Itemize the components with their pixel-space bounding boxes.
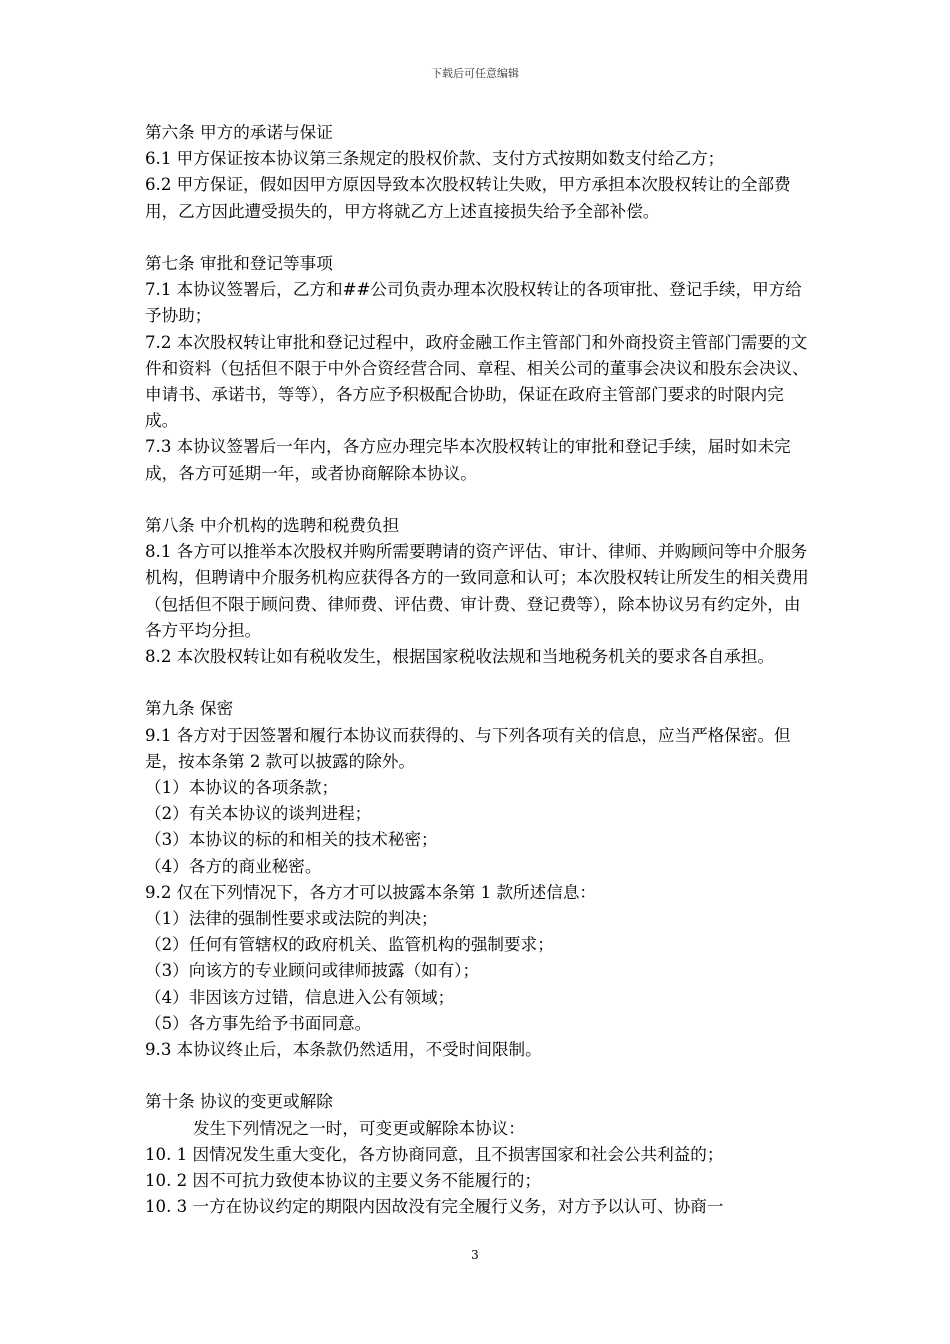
list-item: （4）非因该方过错，信息进入公有领域；	[145, 987, 455, 1007]
page-header: 下载后可任意编辑	[431, 67, 519, 80]
list-item: （3）向该方的专业顾问或律师披露（如有）；	[145, 961, 480, 981]
list-item: （1）法律的强制性要求或法院的判决；	[145, 909, 438, 929]
section-title: 第八条 中介机构的选聘和税费负担	[145, 516, 400, 536]
clause: 6.1 甲方保证按本协议第三条规定的股权价款、支付方式按期如数支付给乙方；	[145, 149, 725, 169]
section-title: 第六条 甲方的承诺与保证	[145, 123, 333, 142]
list-item: （4）各方的商业秘密。	[145, 856, 322, 876]
section-intro: 发生下列情况之一时，可变更或解除本协议：	[193, 1118, 525, 1138]
section-title: 第九条 保密	[145, 699, 234, 719]
clause: 10. 2 因不可抗力致使本协议的主要义务不能履行的；	[145, 1171, 541, 1191]
clause: 6.2 甲方保证，假如因甲方原因导致本次股权转让失败，甲方承担本次股权转让的全部费用，乙方因此遭受损失的，甲方将就乙方上述直接损失给予全部补偿。	[145, 175, 791, 221]
clause: 9.1 各方对于因签署和履行本协议而获得的、与下列各项有关的信息，应当严格保密。但是，按本条第 2 款可以披露的除外。	[145, 725, 791, 771]
list-item: （2）任何有管辖权的政府机关、监管机构的强制要求；	[145, 935, 554, 955]
section-title: 第十条 协议的变更或解除	[145, 1092, 333, 1112]
page-number: 3	[471, 1248, 479, 1262]
list-item: （3）本协议的标的和相关的技术秘密；	[145, 830, 438, 850]
clause: 9.2 仅在下列情况下，各方才可以披露本条第 1 款所述信息：	[145, 882, 597, 902]
clause: 10. 1 因情况发生重大变化，各方协商同意，且不损害国家和社会公共利益的；	[145, 1144, 724, 1164]
clause: 10. 3 一方在协议约定的期限内因故没有完全履行义务，对方予以认可、协商一	[145, 1197, 724, 1217]
list-item: （5）各方事先给予书面同意。	[145, 1013, 372, 1033]
list-item: （2）有关本协议的谈判进程；	[145, 804, 372, 824]
clause: 7.3 本协议签署后一年内，各方应办理完毕本次股权转让的审批和登记手续，届时如未完成，各方可延期一年，或者协商解除本协议。	[145, 437, 791, 483]
section-title: 第七条 审批和登记等事项	[145, 254, 333, 273]
list-item: （1）本协议的各项条款；	[145, 778, 339, 798]
clause: 8.2 本次股权转让如有税收发生，根据国家税收法规和当地税务机关的要求各自承担。	[145, 647, 775, 667]
clause: 7.2 本次股权转让审批和登记过程中，政府金融工作主管部门和外商投资主管部门需要的文件和资料（包括但不限于中外合资经营合同、章程、相关公司的董事会决议和股东会决议、申请书、承诺书，等等），各方应予积极配合协助，保证在政府主管部门要求的时限内完成。	[145, 332, 809, 431]
document-body	[145, 120, 813, 1220]
clause: 7.1 本协议签署后，乙方和##公司负责办理本次股权转让的各项审批、登记手续，甲方给予协助；	[145, 280, 802, 326]
clause: 8.1 各方可以推举本次股权并购所需要聘请的资产评估、审计、律师、并购顾问等中介服务机构，但聘请中介服务机构应获得各方的一致同意和认可；本次股权转让所发生的相关费用（包括但不限于顾问费、律师费、评估费、审计费、登记费等），除本协议另有约定外，由各方平均分担。	[145, 542, 809, 640]
clause: 9.3 本协议终止后，本条款仍然适用，不受时间限制。	[145, 1040, 542, 1060]
